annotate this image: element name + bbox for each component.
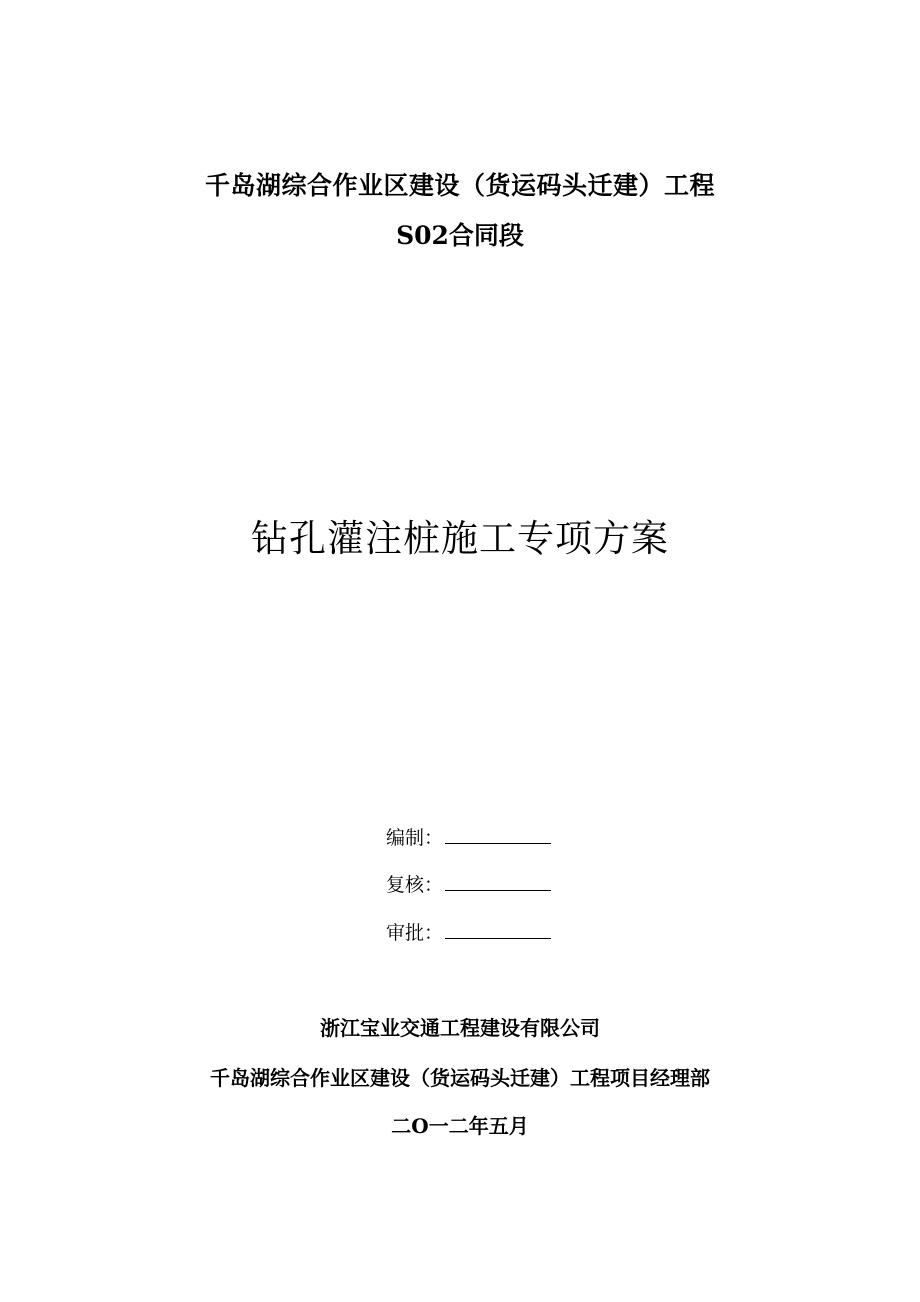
signature-blank-reviewed xyxy=(445,870,551,891)
company-name: 浙江宝业交通工程建设有限公司 xyxy=(320,1016,600,1040)
signature-blank-approved xyxy=(445,918,551,939)
signature-label-compiled: 编制： xyxy=(386,827,444,849)
signature-blank-compiled xyxy=(445,823,551,844)
project-department: 千岛湖综合作业区建设（货运码头迁建）工程项目经理部 xyxy=(210,1066,710,1090)
signature-row-approved xyxy=(386,918,551,946)
signature-row-compiled xyxy=(386,823,551,851)
project-title: 千岛湖综合作业区建设（货运码头迁建）工程 xyxy=(204,171,715,200)
document-title: 钻孔灌注桩施工专项方案 xyxy=(251,517,669,560)
contract-section: S02合同段 xyxy=(396,221,524,250)
document-date: 二O一二年五月 xyxy=(391,1114,529,1138)
signature-label-approved: 审批： xyxy=(386,922,444,944)
signature-label-reviewed: 复核： xyxy=(386,874,444,896)
signature-row-reviewed xyxy=(386,870,551,898)
